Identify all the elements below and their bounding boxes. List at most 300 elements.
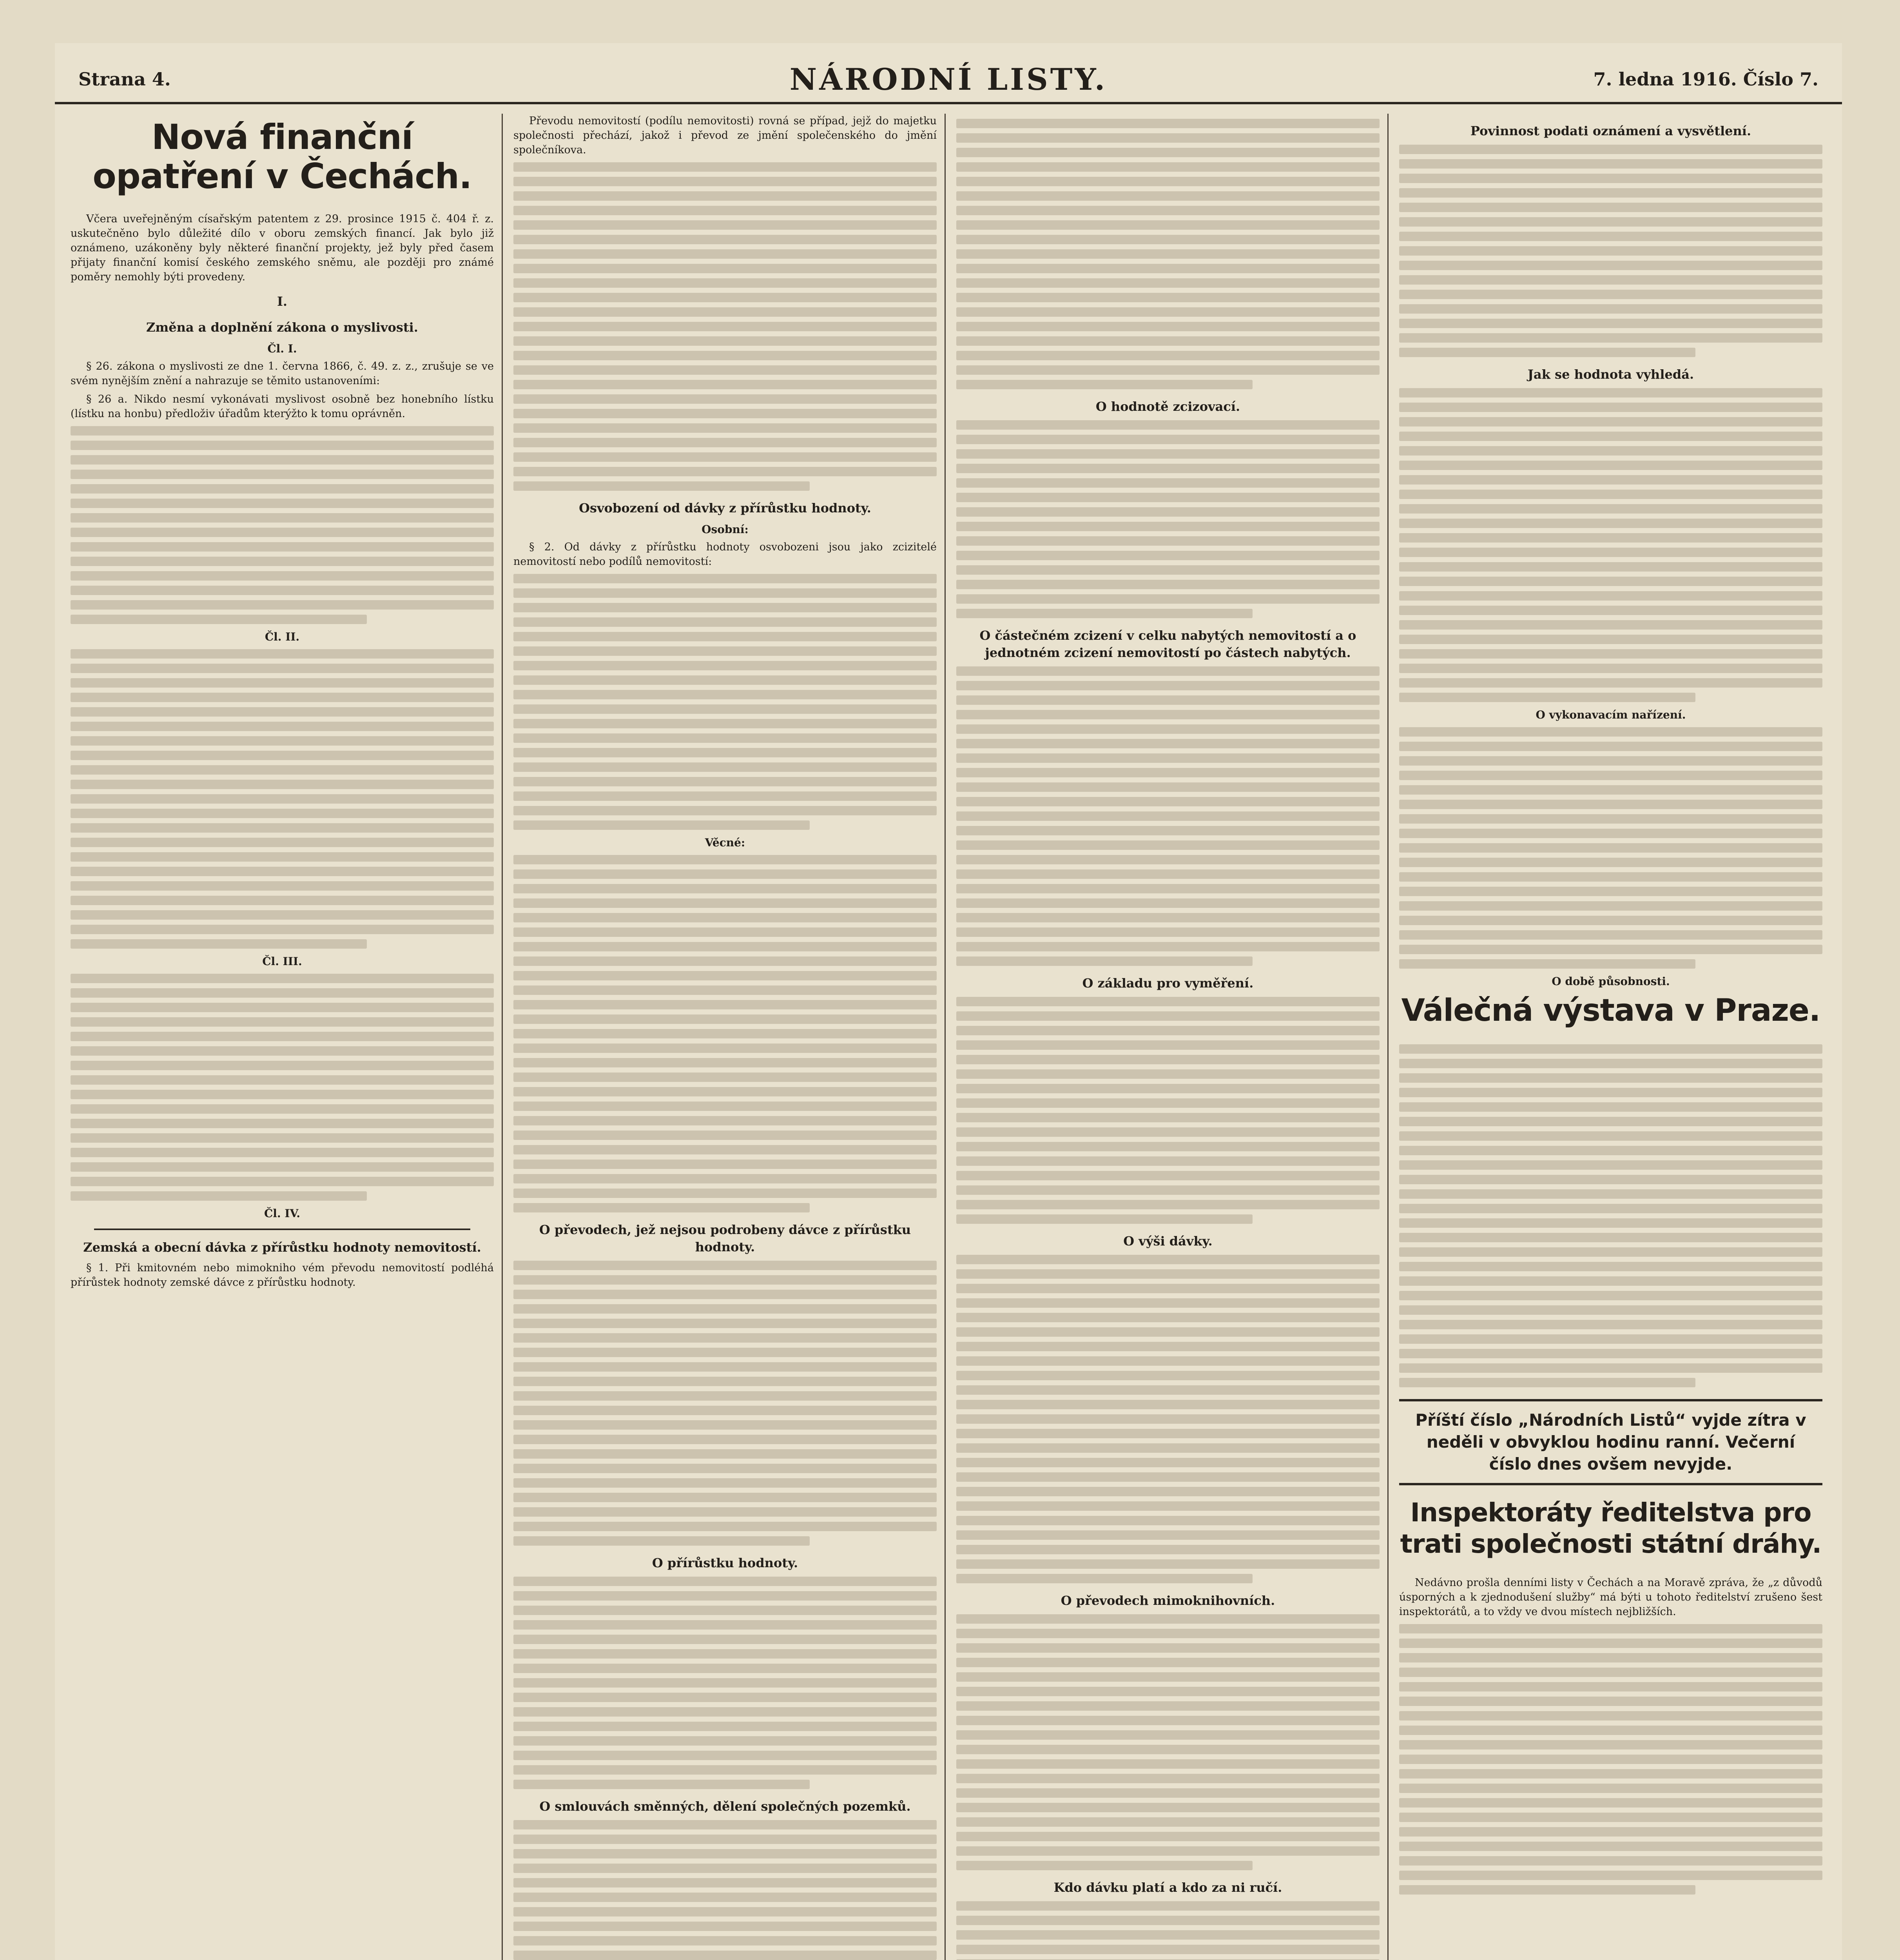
text-line [513, 206, 937, 215]
text-line [956, 1516, 1380, 1525]
text-line [513, 733, 937, 743]
text-line [956, 1846, 1380, 1856]
text-line [71, 988, 494, 998]
text-line [956, 898, 1380, 908]
text-line [956, 1385, 1380, 1395]
body-text-block [71, 649, 494, 949]
text-line [513, 351, 937, 360]
text-line [1399, 533, 1822, 543]
text-line [71, 557, 494, 566]
text-line [1399, 1131, 1822, 1141]
text-line [513, 1189, 937, 1198]
section-heading: O převodech mimoknihovních. [1061, 1593, 1275, 1608]
text-line [956, 1371, 1380, 1380]
text-line [71, 600, 494, 610]
text-line [513, 985, 937, 995]
text-line [956, 1559, 1380, 1569]
text-line [956, 1429, 1380, 1438]
text-line [71, 881, 494, 891]
text-line [956, 507, 1380, 517]
text-line [513, 423, 937, 433]
section-heading: O smlouvách směnných, dělení společných pozemků. [539, 1799, 911, 1814]
text-line [513, 1000, 937, 1009]
text-line [1399, 800, 1822, 809]
text-line [71, 1032, 494, 1041]
text-line [1399, 333, 1822, 343]
text-line [513, 661, 937, 670]
text-line [956, 565, 1380, 575]
text-line [956, 536, 1380, 546]
text-line [1399, 1856, 1822, 1866]
text-line [1399, 304, 1822, 314]
text-line [956, 695, 1380, 705]
text-line [1399, 519, 1822, 528]
text-line [513, 235, 937, 244]
text-line [513, 971, 937, 980]
body-text-block [956, 997, 1380, 1224]
article-number: Čl. II. [265, 630, 300, 643]
subheading: O vykonavacím nařízení. [1536, 708, 1686, 721]
text-line [956, 1916, 1380, 1925]
text-line [513, 1522, 937, 1531]
text-line [956, 1400, 1380, 1409]
text-line [1399, 1363, 1822, 1373]
text-line [513, 1261, 937, 1270]
text-line [1399, 858, 1822, 867]
article-intro: Včera uveřejněným císařským patentem z 29. prosince 1915 č. 404 ř. z. uskutečněno bylo důležité dílo v oboru zemských financí. Jak bylo již oznámeno, uzákoněny byly některé finanční projekty, jež byly před časem přijaty finanční komisí českého zemského sněmu, ale později pro známé poměry nemohly býti provedeny. [71, 213, 494, 283]
text-line [513, 293, 937, 302]
text-line [956, 826, 1380, 835]
text-line [71, 1090, 494, 1099]
text-line [1399, 159, 1822, 169]
text-line [1399, 1784, 1822, 1793]
paragraph: § 26 a. Nikdo nesmí vykonávati myslivost osobně bez honebního lístku (lístku na honbu) předloživ úřadům kterýžto k tomu oprávněn. [71, 393, 494, 420]
text-line [956, 1501, 1380, 1511]
text-line [956, 449, 1380, 459]
text-line [513, 791, 937, 801]
text-line [71, 809, 494, 818]
column-rule [1387, 114, 1389, 1960]
text-line [1399, 1117, 1822, 1126]
text-line [71, 925, 494, 934]
text-line [71, 765, 494, 775]
text-line [513, 1014, 937, 1024]
text-line [956, 811, 1380, 821]
text-line [513, 1493, 937, 1502]
text-line [1399, 1088, 1822, 1097]
text-line [956, 1730, 1380, 1740]
text-line [956, 1945, 1380, 1954]
text-line [513, 704, 937, 714]
text-line [956, 162, 1380, 172]
section-heading: O základu pro vyměření. [1082, 976, 1254, 991]
text-line [956, 478, 1380, 488]
text-line [956, 293, 1380, 302]
text-line [956, 191, 1380, 201]
text-line [1399, 843, 1822, 853]
text-line [956, 1040, 1380, 1050]
text-line [956, 264, 1380, 273]
text-line [1399, 1639, 1822, 1648]
body-text-block [71, 426, 494, 624]
text-line [513, 481, 810, 491]
text-line [1399, 606, 1822, 615]
text-line [956, 666, 1380, 676]
text-line [1399, 901, 1822, 911]
section-heading: Povinnost podati oznámení a vysvětlení. [1470, 123, 1751, 138]
text-line [71, 455, 494, 465]
body-text-block [513, 162, 937, 491]
text-line [1399, 504, 1822, 514]
text-line [1399, 1871, 1822, 1880]
text-line [71, 974, 494, 983]
text-line [513, 719, 937, 728]
text-line [956, 148, 1380, 157]
text-line [1399, 1885, 1695, 1895]
text-line [513, 1275, 937, 1285]
text-line [956, 1658, 1380, 1667]
text-line [956, 1472, 1380, 1482]
text-line [1399, 1073, 1822, 1083]
text-line [513, 307, 937, 317]
text-line [513, 1348, 937, 1357]
text-line [956, 133, 1380, 143]
text-line [956, 365, 1380, 375]
text-line [956, 322, 1380, 331]
text-line [956, 913, 1380, 922]
text-line [956, 710, 1380, 719]
text-line [513, 1058, 937, 1067]
text-line [1399, 785, 1822, 795]
text-line [513, 1936, 937, 1945]
column-rule [502, 114, 503, 1960]
section-number: I. [277, 294, 288, 309]
text-line [1399, 1204, 1822, 1213]
text-line [1399, 1682, 1822, 1691]
text-line [1399, 635, 1822, 644]
text-line [1399, 1276, 1822, 1286]
text-line [71, 586, 494, 595]
column-rule [945, 114, 946, 1960]
text-line [956, 840, 1380, 850]
text-line [956, 1313, 1380, 1322]
text-line [71, 426, 494, 436]
text-line [956, 753, 1380, 763]
text-line [513, 278, 937, 288]
text-line [513, 220, 937, 230]
text-line [1399, 1740, 1822, 1749]
subheading: O době působnosti. [1552, 975, 1670, 988]
text-line [956, 1687, 1380, 1696]
text-line [71, 867, 494, 876]
text-line [513, 762, 937, 772]
text-line [1399, 1059, 1822, 1068]
text-line [513, 1319, 937, 1328]
text-line [956, 1284, 1380, 1293]
text-line [956, 1342, 1380, 1351]
text-line [1399, 887, 1822, 896]
text-line [1399, 203, 1822, 212]
text-line [513, 777, 937, 786]
text-line [513, 1333, 937, 1343]
text-line [513, 806, 937, 815]
text-line [71, 649, 494, 659]
text-line [1399, 1160, 1822, 1170]
section-heading: Osvobození od dávky z přírůstku hodnoty. [579, 501, 871, 515]
text-line [513, 617, 937, 627]
text-line [513, 336, 937, 346]
section-heading: Jak se hodnota vyhledá. [1527, 367, 1694, 382]
text-line [956, 1817, 1380, 1827]
text-line [1399, 446, 1822, 456]
text-line [956, 1530, 1380, 1540]
text-line [513, 1722, 937, 1731]
text-line [956, 1185, 1380, 1195]
text-line [1399, 548, 1822, 557]
text-line [513, 1635, 937, 1644]
text-line [71, 794, 494, 804]
text-line [956, 739, 1380, 748]
text-line [71, 542, 494, 552]
text-line [513, 603, 937, 612]
paragraph: § 1. Při kmitovném nebo mimokniho vém převodu nemovitostí podléhá přírůstek hodnoty zemské dávce z přírůstku hodnoty. [71, 1262, 494, 1289]
text-line [71, 693, 494, 702]
text-line [71, 484, 494, 494]
text-line [1399, 945, 1822, 954]
body-text-block [956, 666, 1380, 966]
body-text-block [1399, 727, 1822, 969]
text-line [513, 1290, 937, 1299]
text-line [1399, 1334, 1822, 1344]
section-heading: O částečném zcizení v celku nabytých nemovitostí a o jednotném zcizení nemovitostí po částech nabytých. [979, 628, 1356, 660]
text-line [513, 1649, 937, 1659]
text-line [513, 1577, 937, 1586]
text-line [513, 249, 937, 259]
text-line [1399, 1711, 1822, 1720]
text-line [956, 1142, 1380, 1151]
text-line [513, 1907, 937, 1916]
text-line [513, 322, 937, 331]
text-line [513, 913, 937, 922]
text-line [1399, 348, 1695, 357]
text-line [956, 1113, 1380, 1122]
text-line [1399, 649, 1822, 659]
text-line [71, 499, 494, 508]
text-line [513, 1849, 937, 1858]
text-line [71, 1177, 494, 1186]
text-line [513, 1620, 937, 1630]
body-text-block [1399, 145, 1822, 357]
text-line [1399, 1769, 1822, 1779]
text-line [513, 1606, 937, 1615]
text-line [956, 1098, 1380, 1108]
text-line [956, 1414, 1380, 1424]
text-line [71, 780, 494, 789]
text-line [956, 464, 1380, 473]
text-line [513, 1507, 937, 1517]
text-line [956, 1255, 1380, 1264]
text-line [956, 551, 1380, 560]
text-line [1399, 562, 1822, 572]
body-text-block [1399, 1624, 1822, 1895]
text-line [956, 1127, 1380, 1137]
text-line [956, 380, 1253, 389]
section-heading: Zemská a obecní dávka z přírůstku hodnoty nemovitostí. [83, 1240, 481, 1255]
text-line [1399, 693, 1695, 702]
subheading: Věcné: [705, 836, 745, 849]
text-line [513, 1203, 810, 1212]
text-line [956, 1803, 1380, 1812]
body-text-block [513, 574, 937, 830]
text-line [1399, 771, 1822, 780]
text-line [1399, 1697, 1822, 1706]
text-line [1399, 246, 1822, 256]
body-text-block [956, 1901, 1380, 1960]
text-line [513, 409, 937, 418]
text-line [1399, 145, 1822, 154]
text-line [513, 1116, 937, 1125]
text-line [513, 1835, 937, 1844]
paragraph: Převodu nemovitostí (podílu nemovitosti) rovná se případ, jejž do majetku společnosti přechází, jakož i převod ze jmění společenského do jmění společníkova. [513, 115, 937, 156]
text-line [956, 1214, 1253, 1224]
text-line [956, 235, 1380, 244]
text-line [956, 1672, 1380, 1682]
text-line [513, 394, 937, 404]
text-line [513, 1736, 937, 1746]
text-line [1399, 1320, 1822, 1329]
text-line [956, 435, 1380, 444]
text-line [1399, 678, 1822, 688]
text-line [1399, 461, 1822, 470]
text-line [513, 1102, 937, 1111]
text-line [1399, 388, 1822, 397]
text-line [1399, 872, 1822, 882]
text-line [71, 939, 367, 949]
text-line [513, 588, 937, 598]
text-line [513, 690, 937, 699]
section-heading: Změna a doplnění zákona o myslivosti. [146, 320, 418, 335]
text-line [956, 927, 1380, 937]
text-line [1399, 727, 1822, 737]
text-line [1399, 475, 1822, 485]
text-line [513, 1951, 937, 1960]
text-line [513, 956, 937, 966]
text-line [513, 927, 937, 937]
text-line [513, 452, 937, 462]
text-line [956, 681, 1380, 690]
text-line [1399, 217, 1822, 227]
text-line [513, 1362, 937, 1372]
text-line [513, 1304, 937, 1314]
body-text-block [956, 119, 1380, 389]
text-line [513, 1765, 937, 1775]
text-line [1399, 417, 1822, 426]
text-line [956, 1643, 1380, 1653]
column-1 [71, 114, 494, 1960]
text-line [513, 1922, 937, 1931]
text-line [956, 220, 1380, 230]
text-line [1399, 1798, 1822, 1808]
text-line [956, 1011, 1380, 1021]
text-line [956, 942, 1380, 951]
section-heading: O hodnotě zcizovací. [1095, 399, 1240, 414]
text-line [71, 1017, 494, 1027]
text-line [71, 838, 494, 847]
text-line [71, 896, 494, 905]
text-line [1399, 1668, 1822, 1677]
text-line [956, 1055, 1380, 1064]
text-line [1399, 814, 1822, 824]
text-line [1399, 1726, 1822, 1735]
text-line [1399, 829, 1822, 838]
text-line [1399, 319, 1822, 328]
text-line [513, 820, 810, 830]
text-line [956, 855, 1380, 864]
text-line [956, 1545, 1380, 1554]
text-line [513, 1420, 937, 1430]
text-line [71, 1162, 494, 1172]
text-line [513, 1145, 937, 1154]
text-line [956, 768, 1380, 777]
text-line [513, 869, 937, 879]
body-text-block [1399, 388, 1822, 702]
text-line [956, 177, 1380, 186]
text-line [513, 1751, 937, 1760]
text-line [956, 1861, 1253, 1870]
text-line [1399, 916, 1822, 925]
text-line [513, 1087, 937, 1096]
body-text-block [956, 420, 1380, 618]
text-line [71, 852, 494, 862]
text-line [513, 1591, 937, 1601]
text-line [513, 646, 937, 656]
text-line [956, 420, 1380, 430]
text-line [71, 441, 494, 450]
paragraph: § 26. zákona o myslivosti ze dne 1. června 1866, č. 49. z. z., zrušuje se ve svém nynějším znění a nahrazuje se těmito ustanoveními: [71, 360, 494, 387]
publication-notice: Příští číslo „Národních Listů“ vyjde zítra v neděli v obvyklou hodinu ranní. Večerní číslo dnes ovšem nevyjde. [1399, 1399, 1822, 1485]
text-line [1399, 1291, 1822, 1300]
newspaper-page [55, 43, 1842, 1960]
body-text-block [956, 1614, 1380, 1870]
text-line [71, 707, 494, 717]
text-line [956, 1487, 1380, 1496]
text-line [956, 1832, 1380, 1841]
text-line [513, 365, 937, 375]
text-line [513, 748, 937, 757]
text-line [956, 1745, 1380, 1754]
text-line [71, 1075, 494, 1085]
text-line [513, 942, 937, 951]
text-line [1399, 290, 1822, 299]
text-line [956, 493, 1380, 502]
text-line [1399, 1044, 1822, 1054]
text-line [513, 1174, 937, 1183]
text-line [513, 1131, 937, 1140]
text-line [956, 1026, 1380, 1035]
text-line [513, 1029, 937, 1038]
text-line [956, 307, 1380, 317]
text-line [513, 1780, 810, 1789]
body-text-block [513, 855, 937, 1212]
text-line [71, 823, 494, 833]
text-line [513, 1664, 937, 1673]
text-line [1399, 1305, 1822, 1315]
text-line [513, 380, 937, 389]
text-line [1399, 930, 1822, 940]
text-line [513, 884, 937, 893]
section-heading: Kdo dávku platí a kdo za ni ručí. [1053, 1880, 1282, 1895]
text-line [956, 249, 1380, 259]
